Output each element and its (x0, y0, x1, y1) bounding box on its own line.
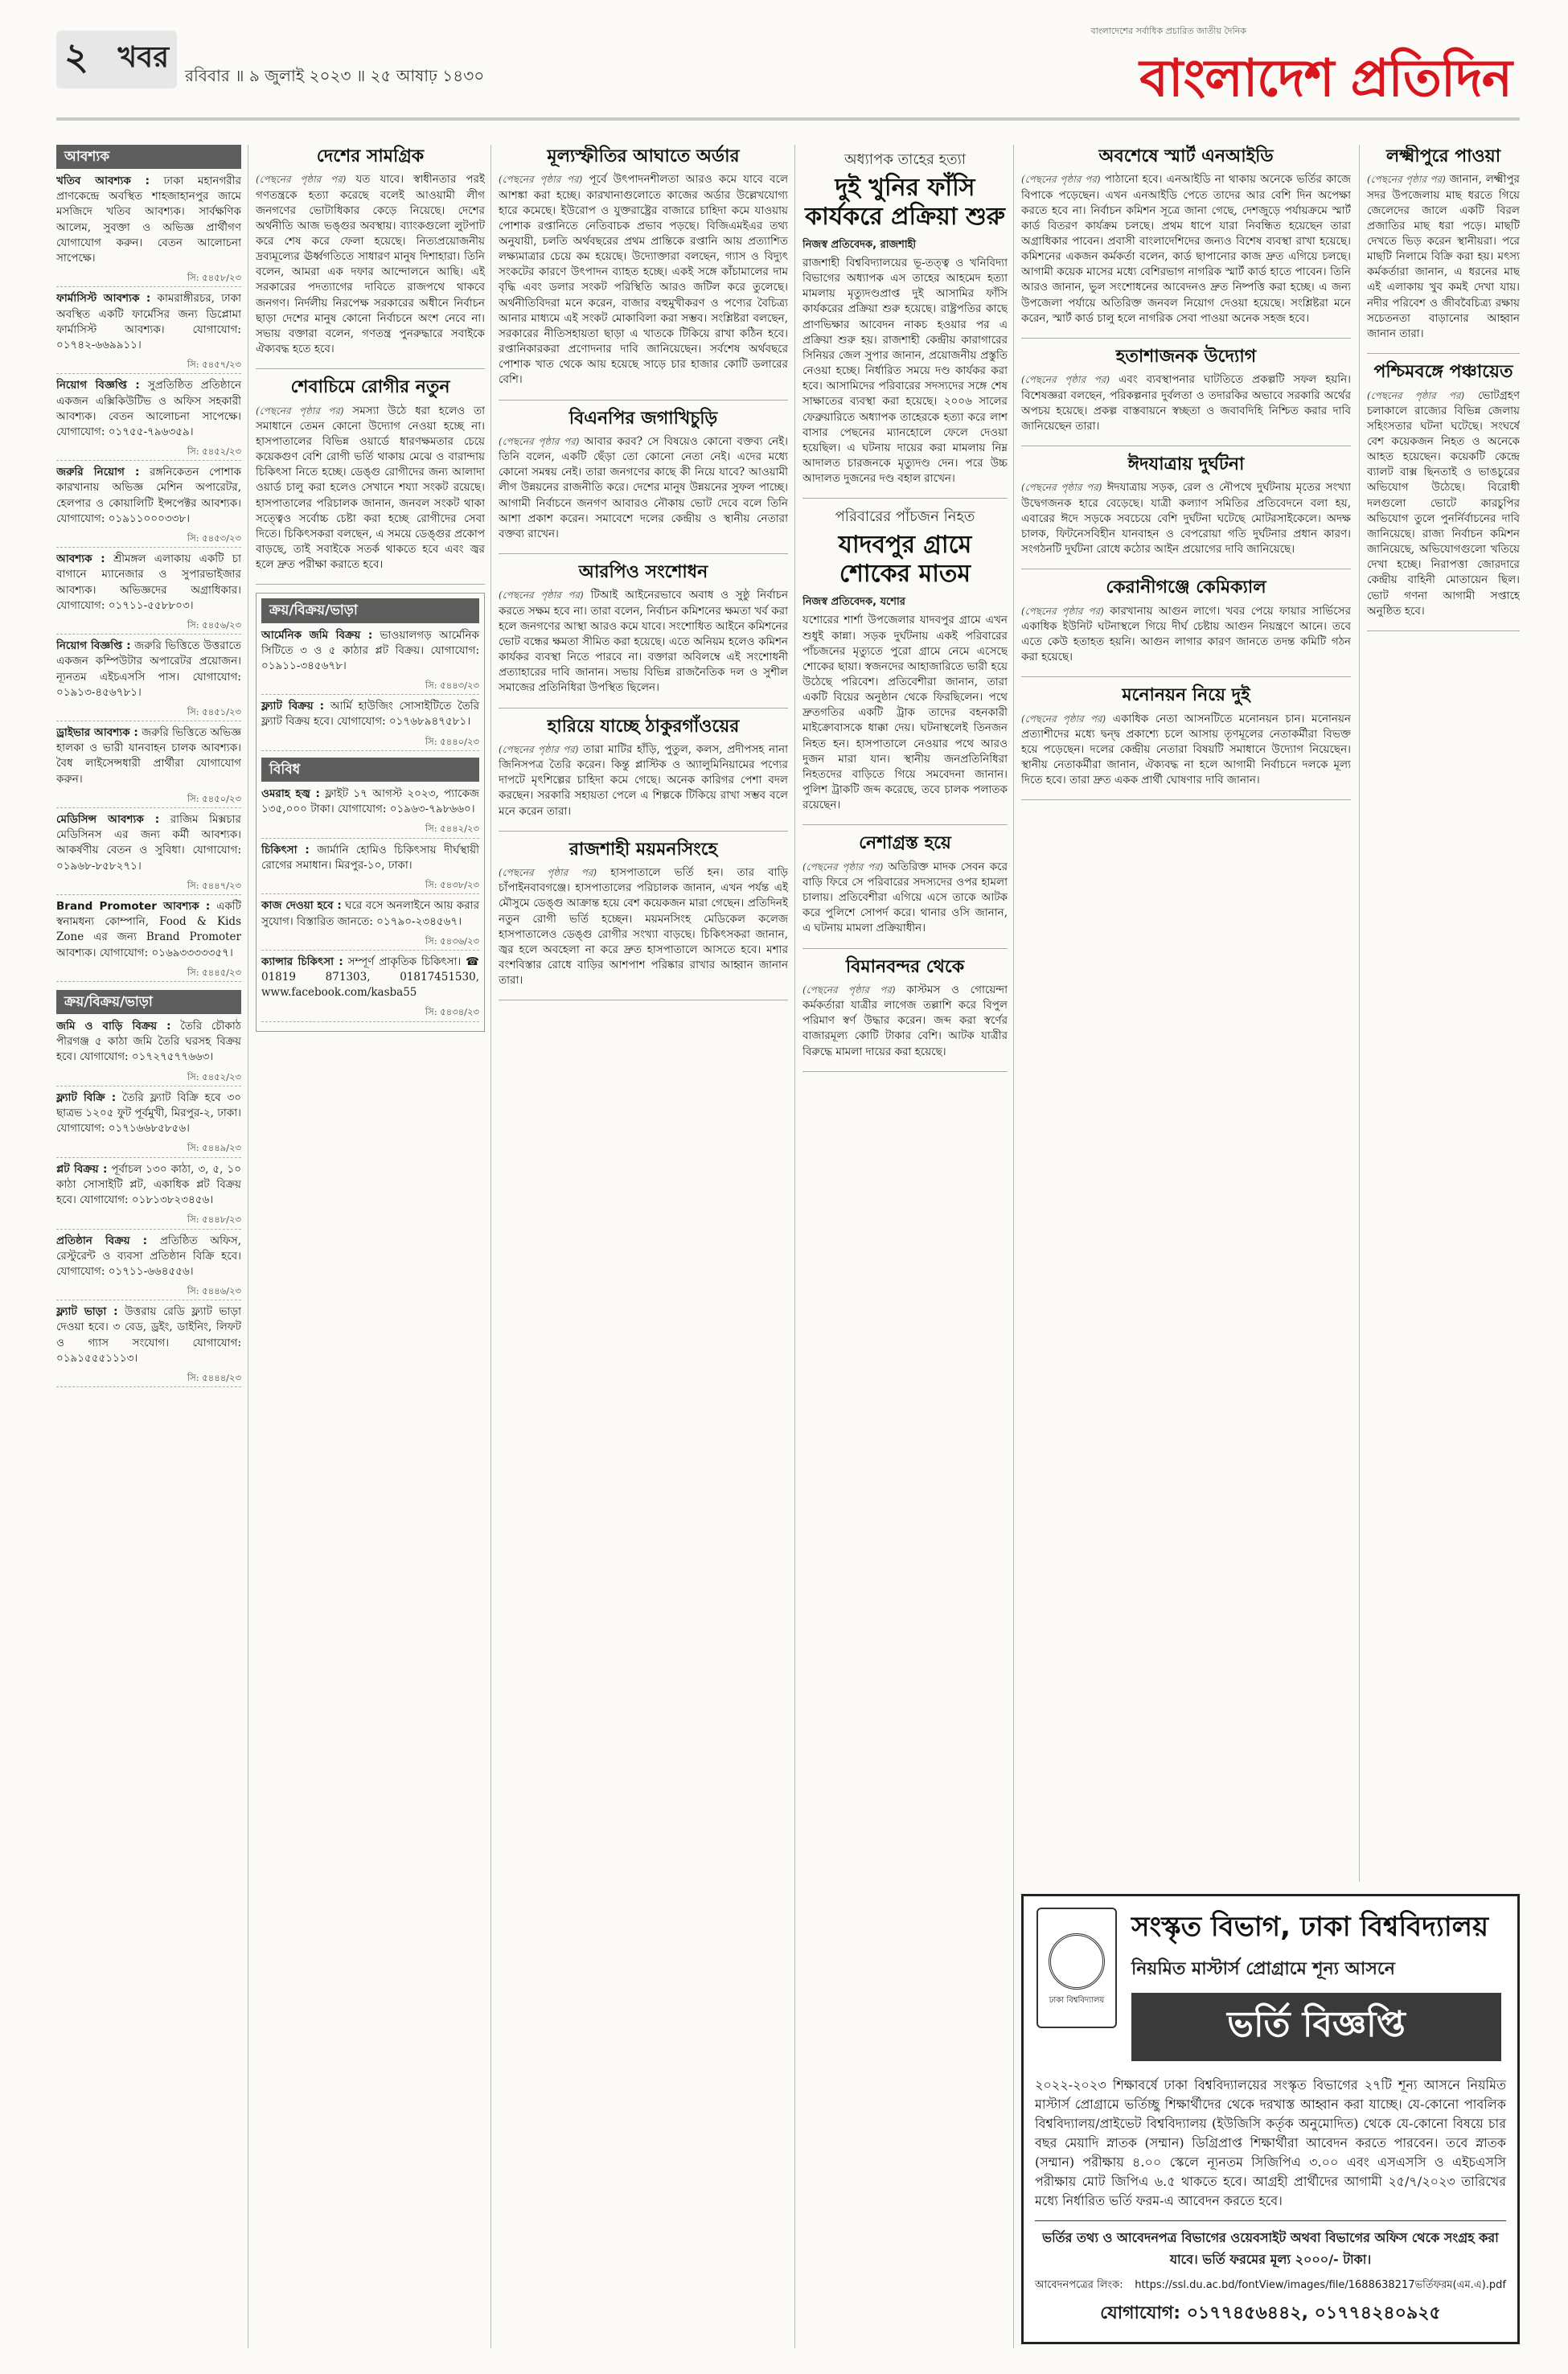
story-body: এবং ব্যবস্থাপনার ঘাটতিতে প্রকল্পটি সফল হয়নি। বিশেষজ্ঞরা বলছেন, পরিকল্পনার দুর্বলতা ও তদারকির অভাবে সরকারি অর্থের অপচয় হয়েছে। প্রকল্প বাস্তবায়নে স্বচ্ছতা ও জবাবদিহি নিশ্চিত করার দাবি জানিয়েছেন তারা। (1021, 373, 1351, 433)
story-headline: পশ্চিমবঙ্গে পঞ্চায়েত (1373, 362, 1513, 383)
story-body: সমস্যা উঠে ধরা হলেও তা সমাধানে তেমন কোনো উদ্যোগ নেওয়া হচ্ছে না। হাসপাতালের বিভিন্ন ওয়ার্ডে ধারণক্ষমতার চেয়ে কয়েকগুণ বেশি রোগী ভর্তি থাকায় মেঝে ও বারান্দায় চিকিৎসা নিতে হচ্ছে। ডেঙ্গু রোগীদের জন্য আলাদা ওয়ার্ড চালু করা হলেও সেখানে শয্যা সংকট রয়েছে। হাসপাতালের পরিচালক জানান, জনবল সংকট থাকা সত্ত্বেও সর্বোচ্চ চেষ্টা করা হচ্ছে রোগীদের সেবা দিতে। চিকিৎসকরা বলছেন, এ সময়ে ডেঙ্গুর প্রকোপ বাড়ছে, তাই সবাইকে সতর্ক থাকতে হবে এবং জ্বর হলে দ্রুত পরীক্ষা করাতে হবে। (256, 404, 485, 572)
ad-title: প্রতিষ্ঠান বিক্রয় : (56, 1234, 148, 1247)
sales-list (56, 1019, 241, 1387)
classified-ad (261, 699, 479, 751)
ad-code: সি: ৫৪৫৮/২৩ (56, 271, 241, 287)
ad-text: রাজিম মিক্সচার মেডিসিনস এর জন্য কর্মী আবশ্যক। আকর্ষণীয় বেতন ও সুবিধা। যোগাযোগ: ০১৯৬৮-৮৫৮২৭১। (56, 813, 241, 873)
ad-title: আবশ্যক : (56, 552, 105, 566)
classified-ad (56, 465, 241, 548)
mid-sales-head: ক্রয়/বিক্রয়/ভাড়া (261, 598, 479, 622)
column-3 (499, 145, 788, 2348)
column-2 (256, 145, 485, 2348)
ad-title: চিকিৎসা : (261, 843, 310, 856)
ad-title: Brand Promoter আবশ্যক : (56, 900, 211, 914)
classified-ad (56, 899, 241, 982)
continued-label: (পেছনের পৃষ্ঠার পর) (499, 589, 584, 602)
story-headline: দুই খুনির ফাঁসি কার্যকরে প্রক্রিয়া শুরু (805, 173, 1005, 231)
seal-label: ঢাকা বিশ্ববিদ্যালয় (1049, 1995, 1105, 2005)
story-headline: মনোনয়ন নিয়ে দুই (1122, 685, 1250, 706)
section-name: খবর (117, 41, 169, 74)
ad-title: নিয়োগ বিজ্ঞপ্তি : (56, 639, 131, 653)
continued-label: (পেছনের পৃষ্ঠার পর) (1021, 174, 1101, 186)
column-divider (794, 145, 795, 2348)
story-body: তারা মাটির হাঁড়ি, পুতুল, কলস, প্রদীপসহ নানা জিনিসপত্র তৈরি করেন। কিন্তু প্লাস্টিক ও অ্যালুমিনিয়ামের পণ্যের দাপটে মৃৎশিল্পের চাহিদা কমে গেছে। অনেক কারিগর পেশা বদল করছেন। সরকারি সহায়তা পেলে এ শিল্পকে টিকিয়ে রাখা সম্ভব বলে মনে করেন তারা। (499, 742, 788, 818)
continued-label: (পেছনের পৃষ্ঠার পর) (1021, 374, 1110, 386)
story-body: আবার করব? সে বিষয়েও কোনো বক্তব্য নেই। তিনি বলেন, একটি ছেঁড়া তো কোনো নেতা নেই। এদের মধ্যে কোনো সমন্বয় নেই। তারা জনগণের কাছে কী নিয়ে যাবে? আওয়ামী লীগ উন্নয়নের রাজনীতি করে। দেশের মানুষ উন্নয়নের সুফল পাচ্ছে। আগামী নির্বাচনে জনগণ আবারও নৌকায় ভোট দেবে বলে তিনি আশা প্রকাশ করেন। সমাবেশে দলের কেন্দ্রীয় ও স্থানীয় নেতারা বক্তব্য রাখেন। (499, 434, 788, 540)
classified-ad (261, 787, 479, 839)
brand-name: বাংলাদেশ প্রতিদিন (1139, 49, 1512, 109)
story-headline: হারিয়ে যাচ্ছে ঠাকুরগাঁওয়ের (547, 716, 740, 737)
story-body: যশোরের শার্শা উপজেলার যাদবপুর গ্রামে এখন শুধুই কান্না। সড়ক দুর্ঘটনায় একই পরিবারের পাঁচজনের মৃত্যুতে পুরো গ্রামে নেমে এসেছে শোকের ছায়া। স্বজনদের আহাজারিতে ভারী হয়ে উঠেছে পরিবেশ। প্রতিবেশীরা জানান, তারা একটি বিয়ের অনুষ্ঠান থেকে ফিরছিলেন। পথে দ্রুতগতির একটি ট্রাক তাদের বহনকারী মাইক্রোবাসকে ধাক্কা দেয়। ঘটনাস্থলেই তিনজন নিহত হন। হাসপাতালে নেওয়ার পথে আরও দুজন মারা যান। স্থানীয় জনপ্রতিনিধিরা নিহতদের বাড়িতে গিয়ে সমবেদনা জানান। পুলিশ ট্রাকটি জব্দ করেছে, তবে চালক পলাতক রয়েছেন। (802, 614, 1008, 812)
column-5 (1021, 145, 1351, 1882)
story-headline: মূল্যস্ফীতির আঘাতে অর্ডার (547, 146, 740, 166)
story-18 (1367, 362, 1520, 631)
story-body: একাধিক নেতা আসনটিতে মনোনয়ন চান। মনোনয়ন প্রত্যাশীদের মধ্যে দ্বন্দ্ব প্রকাশ্যে চলে আসায় তৃণমূলের নেতাকর্মীরা বিভক্ত হয়ে পড়েছেন। দলের কেন্দ্রীয় নেতারা বিষয়টি সমাধানে উদ্যোগ নিয়েছেন। স্থানীয় নেতাকর্মীরা জানান, ঐক্যবদ্ধ না হলে আগামী নির্বাচনে দলকে মূল্য দিতে হবে। তারা দ্রুত একক প্রার্থী ঘোষণার দাবি জানান। (1021, 712, 1351, 787)
ad-code: সি: ৫৪৫৬/২৩ (56, 618, 241, 635)
ad-code: সি: ৫৪৪০/২৩ (261, 735, 479, 751)
column-6 (1367, 145, 1520, 1882)
ad-title: ফ্ল্যাট বিক্রয় : (261, 700, 325, 713)
ad-title: ফার্মাসিস্ট আবশ্যক : (56, 292, 151, 306)
ad-code: সি: ৫৪৪৬/২৩ (56, 1284, 241, 1300)
classified-ad (261, 898, 479, 951)
column-4 (802, 145, 1008, 2348)
page-badge (56, 31, 177, 88)
ad-text: কামরাঙ্গীরচর, ঢাকা অবস্থিত একটি ফার্মেসির জন্য ডিপ্লোমা ফার্মাসিস্ট আবশ্যক। যোগাযোগ: ০১৭৪২-৬৬৯৯১১। (56, 292, 241, 351)
story-headline: শেবাচিমে রোগীর নতুন (290, 377, 450, 398)
dateline: রবিবার ॥ ৯ জুলাই ২০২৩ ॥ ২৫ আষাঢ় ১৪৩০ (185, 66, 485, 85)
classified-ad (56, 552, 241, 635)
story-headline: দেশের সামগ্রিক (316, 146, 425, 166)
continued-label: (পেছনের পৃষ্ঠার পর) (256, 174, 347, 186)
ad-text: জরুরি ভিত্তিতে অভিজ্ঞ হালকা ও ভারী যানবাহন চালক আবশ্যক। বৈধ লাইসেন্সধারী প্রার্থীরা যোগাযোগ করুন। (56, 726, 241, 786)
classifieds-column (56, 145, 241, 2348)
mid-sales-list (261, 628, 479, 751)
ad-text: জার্মানি হোমিও চিকিৎসায় দীর্ঘস্থায়ী রোগের সমাধান। মিরপুর-১০, ঢাকা। (261, 843, 479, 872)
ad-title: জরুরি নিয়োগ : (56, 466, 140, 479)
misc-list (261, 787, 479, 1022)
ad-code: সি: ৫৪৪৭/২৩ (56, 879, 241, 895)
story-kicker: পরিবারের পাঁচজন নিহত (835, 508, 975, 526)
ad-text: জরুরি ভিত্তিতে উত্তরাতে একজন কম্পিউটার অপারেটর প্রয়োজন। ন্যূনতম এইচএসসি পাস। যোগাযোগ: ০১৯১৩-৪৫৬৭৮১। (56, 639, 241, 699)
ad-text: আর্মি হাউজিং সোসাইটিতে তৈরি ফ্ল্যাট বিক্রয় হবে। যোগাযোগ: ০১৭৬৮৯৪৭৫৮১। (261, 700, 479, 729)
ad-text: তৈরি ফ্ল্যাট বিক্রি হবে ৩০ ছাত্রভ ১২০৫ ফুট পূর্বমুখী, মিরপুর-২, ঢাকা। যোগাযোগ: ০১৭১৬৬৮৫৮৫৬। (56, 1090, 241, 1136)
jobs-section-head: আবশ্যক (56, 145, 241, 169)
story-body: রাজশাহী বিশ্ববিদ্যালয়ের ভূ-তত্ত্ব ও খনিবিদ্যা বিভাগের অধ্যাপক এস তাহের আহমেদ হত্যা মামলায় মৃত্যুদণ্ডপ্রাপ্ত দুই আসামির ফাঁসি কার্যকরের প্রক্রিয়া শুরু হয়েছে। রাষ্ট্রপতির কাছে প্রাণভিক্ষার আবেদন নাকচ হওয়ার পর এ প্রক্রিয়া শুরু হয়। রাজশাহী কেন্দ্রীয় কারাগারের সিনিয়র জেল সুপার জানান, প্রয়োজনীয় প্রস্তুতি নেওয়া হচ্ছে। নির্ধারিত সময়ে দণ্ড কার্যকর করা হবে। আসামিদের পরিবারের সদস্যদের সঙ্গে শেষ সাক্ষাতের ব্যবস্থা করা হয়েছে। ২০০৬ সালের ফেব্রুয়ারিতে অধ্যাপক তাহেরকে হত্যা করে লাশ বাসার পেছনের ম্যানহোলে ফেলে দেওয়া হয়েছিল। এ ঘটনায় দায়ের করা মামলায় নিম্ন আদালত চারজনকে মৃত্যুদণ্ড দেন। পরে উচ্চ আদালত দুজনের দণ্ড বহাল রাখেন। (802, 257, 1008, 486)
brand-tagline: বাংলাদেশের সর্বাধিক প্রচারিত জাতীয় দৈনিক (1090, 26, 1246, 36)
story-body: হাসপাতালে ভর্তি হন। তার বাড়ি চাঁপাইনবাবগঞ্জে। হাসপাতালের পরিচালক জানান, এখন পর্যন্ত এই মৌসুমে ডেঙ্গু আক্রান্ত হয়ে বেশ কয়েকজন মারা গেছেন। প্রতিদিনই নতুন রোগী ভর্তি হচ্ছেন। ময়মনসিংহ মেডিকেল কলেজ হাসপাতালেও ডেঙ্গু রোগীর সংখ্যা বাড়ছে। চিকিৎসকরা জানান, জ্বর হলে অবহেলা না করে দ্রুত হাসপাতালে আসতে হবে। মশার বংশবিস্তার রোধে বাড়ির আশপাশ পরিষ্কার রাখার আহ্বান জানান তারা। (499, 866, 788, 988)
classified-ad (56, 174, 241, 287)
story-15 (1021, 577, 1351, 677)
continued-label: (পেছনের পৃষ্ঠার পর) (1021, 713, 1106, 725)
ad-title: মেডিসিন্স আবশ্যক : (56, 813, 160, 827)
ad-text: তৈরি চৌকাঠ পীরগঞ্জ ৫ কাঠা জমি তৈরি ঘরসহ বিক্রয় হবে। যোগাযোগ: ০১৭২৭৫৭৭৬৬৩। (56, 1020, 241, 1064)
story-6 (499, 717, 788, 832)
classified-ad (56, 639, 241, 721)
classified-ad (56, 1304, 241, 1387)
continued-label: (পেছনের পৃষ্ঠার পর) (1021, 605, 1104, 617)
ad-phone: যোগাযোগ: ০১৭৭৪৫৬৪৪২, ০১৭৭৪২৪০৯২৫ (1100, 2303, 1441, 2323)
ad-title: ক্যান্সার চিকিৎসা : (261, 955, 343, 968)
story-body: যত যাবে। স্বাধীনতার পরই গণতন্ত্রকে হত্যা করেছে বলেই আওয়ামী লীগ জনগণের ভোটাধিকার কেড়ে নিয়েছে। দেশের অর্থনীতি আজ ভঙ্গুর অবস্থায়। ব্যাংকগুলো লুটপাট করে শেষ করে ফেলা হয়েছে। নিত্যপ্রয়োজনীয় দ্রব্যমূল্যের ঊর্ধ্বগতিতে সাধারণ মানুষ দিশাহারা। তিনি বলেন, আমরা এক দফার আন্দোলনে আছি। এই সরকারের পদত্যাগের দাবিতে রাজপথে থাকবে জনগণ। নির্দলীয় নিরপেক্ষ সরকারের অধীনে নির্বাচন ছাড়া দেশের মানুষ কোনো নির্বাচনে অংশ নেবে না। সভায় বক্তারা বলেন, গণতন্ত্র পুনরুদ্ধারে সবাইকে ঐক্যবদ্ধ হতে হবে। (256, 173, 485, 356)
ad-code: সি: ৫৪৫১/২৩ (56, 705, 241, 721)
ad-text: ঢাকা মহানগরীর প্রাণকেন্দ্রে অবস্থিত শাহজাহানপুর জামে মসজিদে খতিব আবশ্যক। সার্বক্ষণিক আলেম, সুবক্তা ও অভিজ্ঞ প্রার্থীগণ যোগাযোগ করুন। বেতন আলোচনা সাপেক্ষে। (56, 175, 241, 265)
story-headline: বিএনপির জগাখিচুড়ি (569, 408, 718, 429)
ad-code: সি: ৫৪৪৪/২৩ (56, 1371, 241, 1387)
ad-code: সি: ৫৪৪৫/২৩ (56, 966, 241, 982)
admission-advertisement (1021, 1894, 1520, 2344)
story-13 (1021, 347, 1351, 446)
story-11 (802, 957, 1008, 1072)
continued-label: (পেছনের পৃষ্ঠার পর) (499, 743, 579, 755)
classified-ad (56, 725, 241, 808)
story-headline: ঈদযাত্রায় দুর্ঘটনা (1127, 454, 1245, 474)
ad-link-label: আবেদনপত্রের লিংক: (1035, 2279, 1123, 2291)
classified-ad (56, 1019, 241, 1086)
ad-text: প্রতিষ্ঠিত অফিস, রেস্টুরেন্ট ও ব্যবসা প্রতিষ্ঠান বিক্রি হবে। যোগাযোগ: ০১৭১১-৬৬৪৫৫৬। (56, 1234, 241, 1278)
story-2 (256, 377, 485, 585)
ad-code: সি: ৫৪৫২/২৩ (56, 445, 241, 461)
ad-program: নিয়মিত মাস্টার্স প্রোগ্রামে শূন্য আসনে (1131, 1959, 1395, 1979)
ad-code: সি: ৫৪৪৯/২৩ (56, 1141, 241, 1157)
story-body: টিআই আইনেরভাবে অবাধ ও সুষ্ঠু নির্বাচন করতে সক্ষম হবে না। তারা বলেন, নির্বাচন কমিশনের ক্ষমতা খর্ব করা হলে জনগণের আস্থা আরও কমে যাবে। সংশোধিত আইনে কমিশনের ভোট বন্ধের ক্ষমতা সীমিত করা হয়েছে। এতে অনিয়ম হলেও কমিশন কার্যকর ব্যবস্থা নিতে পারবে না। বক্তারা অবিলম্বে এই সংশোধনী প্রত্যাহারের দাবি জানান। সভায় বিভিন্ন রাজনৈতিক দল ও সুশীল সমাজের প্রতিনিধিরা উপস্থিত ছিলেন। (499, 589, 788, 695)
story-5 (499, 562, 788, 708)
classified-ad (261, 843, 479, 895)
story-4 (499, 409, 788, 554)
ad-title: ফ্ল্যাট বিক্রি : (56, 1090, 117, 1104)
ad-text: শ্রীমঙ্গল এলাকায় একটি চা বাগানে ম্যানেজার ও সুপারভাইজার আবশ্যক। অভিজ্ঞদের অগ্রাধিকার। যোগাযোগ: ০১৭১১-৫৫৮৮০৩। (56, 552, 241, 612)
story-headline: অবশেষে স্মার্ট এনআইডি (1098, 146, 1274, 166)
ad-text: পূর্বাচল ১৩০ কাঠা, ৩, ৫, ১০ কাঠা সোসাইটি প্লট, একাধিক প্লট বিক্রয় হবে। যোগাযোগ: ০১৮১৩৮২৩৪৫৬। (56, 1162, 241, 1207)
ad-text: সুপ্রতিষ্ঠিত প্রতিষ্ঠানে একজন এক্সিকিউটিভ ও অফিস সহকারী আবশ্যক। বেতন আলোচনা সাপেক্ষে। যোগাযোগ: ০১৭৫৫-৭৯৬৩৫৯। (56, 379, 241, 438)
classified-ad (56, 1234, 241, 1301)
seal-ring (1049, 1933, 1105, 1990)
ad-body: ২০২২-২০২৩ শিক্ষাবর্ষে ঢাকা বিশ্ববিদ্যালয়ের সংস্কৃত বিভাগের ২৭টি শূন্য আসনে নিয়মিত মাস্টার্স প্রোগ্রামে ভর্তিচ্ছু শিক্ষার্থীদের থেকে দরখাস্ত আহ্বান করা যাচ্ছে। যে-কোনো পাবলিক বিশ্ববিদ্যালয়/প্রাইভেট বিশ্ববিদ্যালয় (ইউজিসি কর্তৃক অনুমোদিত) থেকে যে-কোনো বিষয়ে চার বছর মেয়াদি স্নাতক (সম্মান) ডিগ্রিপ্রাপ্ত শিক্ষার্থীরা আবেদন করতে পারবেন। তবে স্নাতক (সম্মান) পরীক্ষায় ৪.০০ স্কেলে ন্যূনতম সিজিপিএ ৩.০০ এবং এসএসসি ও এইচএসসি পরীক্ষায় মোট জিপিএ ৬.৫ থাকতে হবে। আগ্রহী প্রার্থীদের আগামী ২৫/৭/২০২৩ তারিখের মধ্যে নির্ধারিত ভর্তি ফরম-এ আবেদন করতে হবে। (1035, 2077, 1506, 2208)
continued-label: (পেছনের পৃষ্ঠার পর) (1367, 174, 1446, 186)
classified-ad (56, 812, 241, 895)
ad-code: সি: ৫৪৪৩/২৩ (261, 679, 479, 695)
classified-ad (56, 1090, 241, 1158)
story-body: কারখানায় আগুন লাগে। খবর পেয়ে ফায়ার সার্ভিসের একাধিক ইউনিট ঘটনাস্থলে গিয়ে দীর্ঘ চেষ্টায় আগুন নিয়ন্ত্রণে আনে। তবে এতে কেউ হতাহত হয়নি। আগুন লাগার কারণ জানতে তদন্ত কমিটি গঠন করা হয়েছে। (1021, 604, 1351, 663)
story-headline: লক্ষ্মীপুরে পাওয়া (1385, 146, 1501, 166)
story-headline: রাজশাহী ময়মনসিংহে (569, 839, 718, 860)
story-headline: বিমানবন্দর থেকে (845, 956, 965, 977)
ad-title: ভর্তি বিজ্ঞপ্তি (1131, 1993, 1501, 2061)
story-body: জানান, লক্ষ্মীপুর সদর উপজেলায় মাছ ধরতে গিয়ে জেলেদের জালে একটি বিরল প্রজাতির মাছ ধরা পড়ে। মাছটি দেখতে ভিড় করেন স্থানীয়রা। পরে মাছটি নিলামে বিক্রি করা হয়। মৎস্য কর্মকর্তারা জানান, এ ধরনের মাছ এই এলাকায় খুব কমই দেখা যায়। নদীর পরিবেশ ও জীববৈচিত্র্য রক্ষায় সচেতনতা বাড়ানোর আহ্বান জানান তারা। (1367, 173, 1520, 340)
story-body: ভোটগ্রহণ চলাকালে রাজ্যের বিভিন্ন জেলায় সহিংসতার ঘটনা ঘটেছে। সংঘর্ষে বেশ কয়েকজন নিহত ও অনেকে আহত হয়েছেন। কয়েকটি কেন্দ্রে ব্যালট বাক্স ছিনতাই ও ভাঙচুরের অভিযোগ উঠেছে। বিরোধী দলগুলো ভোটে কারচুপির অভিযোগ তুলে পুনর্নির্বাচনের দাবি জানিয়েছে। রাজ্য নির্বাচন কমিশন জানিয়েছে, অভিযোগগুলো খতিয়ে দেখা হচ্ছে। নিরাপত্তা জোরদারে কেন্দ্রীয় বাহিনী মোতায়েন ছিল। ভোট গণনা আগামী সপ্তাহে অনুষ্ঠিত হবে। (1367, 388, 1520, 618)
classified-ad (56, 378, 241, 461)
ad-code: সি: ৫৪৪২/২৩ (261, 822, 479, 838)
column-divider (1359, 145, 1360, 1882)
story-3 (499, 146, 788, 400)
story-16 (1021, 685, 1351, 800)
ad-title: ফ্ল্যাট ভাড়া : (56, 1305, 118, 1319)
continued-label: (পেছনের পৃষ্ঠার পর) (256, 405, 344, 417)
ad-title: নিয়োগ বিজ্ঞপ্তি : (56, 379, 140, 392)
ad-code: সি: ৫৪৩৬/২৩ (261, 934, 479, 951)
classified-ad (261, 628, 479, 696)
mid-classifieds (256, 593, 485, 1031)
story-17 (1367, 146, 1520, 354)
story-headline: হতাশাজনক উদ্যোগ (1115, 346, 1257, 367)
ad-text: একটি স্বনামধন্য কোম্পানি, Food & Kids Zone এর জন্য Brand Promoter আবশ্যক। যোগাযোগ: ০১৬৯৩৩৩৩৩৫৭। (56, 900, 241, 959)
story-kicker: অধ্যাপক তাহের হত্যা (844, 151, 967, 168)
story-headline: নেশাগ্রস্ত হয়ে (859, 833, 951, 854)
story-byline: নিজস্ব প্রতিবেদক, রাজশাহী (802, 238, 917, 251)
ad-department: সংস্কৃত বিভাগ, ঢাকা বিশ্ববিদ্যালয় (1131, 1911, 1489, 1943)
ad-title: আর্মেনিক জমি বিক্রয় : (261, 628, 373, 642)
ad-code: সি: ৫৪৫০/২৩ (56, 792, 241, 808)
story-headline: যাদবপুর গ্রামে শোকের মাতম (838, 530, 972, 588)
ad-title: প্লট বিক্রয় : (56, 1162, 108, 1176)
continued-label: (পেছনের পৃষ্ঠার পর) (1367, 389, 1465, 401)
ad-text: রঙ্গনিকেতন পোশাক কারখানায় অভিজ্ঞ মেশিন অপারেটর, হেলপার ও কোয়ালিটি ইন্সপেক্টর আবশ্যক। যোগাযোগ: ০১৯১১০০০৩৩৮। (56, 466, 241, 525)
story-body: কাস্টমস ও গোয়েন্দা কর্মকর্তারা যাত্রীর লাগেজ তল্লাশি করে বিপুল পরিমাণ স্বর্ণ উদ্ধার করেন। জব্দ করা স্বর্ণের বাজারমূল্য কোটি টাকার বেশি। আটক যাত্রীর বিরুদ্ধে মামলা দায়ের করা হয়েছে। (802, 983, 1008, 1058)
continued-label: (পেছনের পৃষ্ঠার পর) (499, 867, 597, 879)
ad-text: সম্পূর্ণ প্রাকৃতিক চিকিৎসা। ☎ 01819 871303, 01817451530, www.facebook.com/kasba55 (261, 955, 479, 1000)
ad-code: সি: ৫৪৩৪/২৩ (261, 1005, 479, 1021)
masthead (56, 24, 1520, 145)
story-body: পাঠানো হবে। এনআইডি না থাকায় অনেকে ভর্তির কাজে বিপাকে পড়েছেন। এখন এনআইডি পেতে তাদের আর বেশি দিন অপেক্ষা করতে হবে না। নির্বাচন কমিশন সূত্রে জানা গেছে, দেশজুড়ে পর্যায়ক্রমে স্মার্ট কার্ড বিতরণ কার্যক্রম চলছে। প্রথম ধাপে যারা নিবন্ধিত হয়েছেন তারা অগ্রাধিকার পাবেন। প্রবাসী বাংলাদেশিদের জন্যও বিশেষ ব্যবস্থা রাখা হয়েছে। কমিশনের একজন কর্মকর্তা বলেন, কার্ড ছাপানোর কাজ দ্রুত এগিয়ে চলছে। আগামী কয়েক মাসের মধ্যে বেশিরভাগ নাগরিক স্মার্ট কার্ড হাতে পাবেন। তিনি আরও জানান, ভুল সংশোধনের আবেদনও দ্রুত নিষ্পত্তি করা হচ্ছে। এ জন্য উপজেলা পর্যায়ে অতিরিক্ত জনবল নিয়োগ দেওয়া হয়েছে। সংশ্লিষ্টরা মনে করেন, স্মার্ট কার্ড চালু হলে নাগরিক সেবা পাওয়া অনেক সহজ হবে। (1021, 173, 1351, 325)
ad-link[interactable]: https://ssl.du.ac.bd/fontView/images/file/1688638217ভর্তিফরম(এম.এ).pdf (1135, 2279, 1506, 2291)
header-divider (56, 117, 1520, 121)
ad-title: কাজ দেওয়া হবে : (261, 899, 342, 913)
story-9 (802, 507, 1008, 825)
continued-label: (পেছনের পৃষ্ঠার পর) (499, 174, 583, 186)
story-12 (1021, 146, 1351, 339)
ad-text: ফ্লাইট ১৭ আগস্ট ২০২৩, প্যাকেজ ১৩৫,০০০ টাকা। যোগাযোগ: ০১৯৬৩-৭৯৮৬৬০। (261, 787, 479, 816)
story-1 (256, 146, 485, 369)
continued-label: (পেছনের পৃষ্ঠার পর) (802, 984, 896, 996)
classified-ad (56, 1162, 241, 1230)
misc-head: বিবিধ (261, 758, 479, 782)
page-number: ২ (64, 35, 88, 78)
story-body: অতিরিক্ত মাদক সেবন করে বাড়ি ফিরে সে পরিবারের সদস্যদের ওপর হামলা চালায়। প্রতিবেশীরা এগিয়ে এসে তাকে আটক করে পুলিশে সোপর্দ করে। থানার ওসি জানান, এ ঘটনায় মামলা প্রক্রিয়াধীন। (802, 860, 1008, 935)
ad-title: ওমরাহ হজ্ব : (261, 787, 320, 801)
classified-ad (56, 291, 241, 374)
story-7 (499, 840, 788, 1001)
story-10 (802, 833, 1008, 948)
ad-text: ঘরে বসে অনলাইনে আয় করার সুযোগ। বিস্তারিত জানতে: ০১৭৯০-২৩৪৫৬৭। (261, 899, 479, 928)
continued-label: (পেছনের পৃষ্ঠার পর) (1021, 482, 1102, 494)
classified-ad (261, 955, 479, 1022)
ad-code: সি: ৫৪৫২/২৩ (56, 1070, 241, 1086)
ad-title: খতিব আবশ্যক : (56, 175, 150, 188)
story-headline: আরপিও সংশোধন (578, 562, 708, 583)
story-byline: নিজস্ব প্রতিবেদক, যশোর (802, 595, 905, 608)
story-14 (1021, 454, 1351, 569)
ad-title: জমি ও বাড়ি বিক্রয় : (56, 1020, 171, 1033)
story-headline: কেরানীগঞ্জে কেমিক্যাল (1106, 577, 1266, 598)
ad-footer: ভর্তির তথ্য ও আবেদনপত্র বিভাগের ওয়েবসাইট অথবা বিভাগের অফিস থেকে সংগ্রহ করা যাবে। ভর্তি ফরমের মূল্য ২০০০/- টাকা। (1035, 2220, 1506, 2271)
ad-title: ড্রাইভার আবশ্যক : (56, 726, 138, 740)
ad-text: উত্তরায় রেডি ফ্ল্যাট ভাড়া দেওয়া হবে। ৩ বেড, ড্রইং, ডাইনিং, লিফট ও গ্যাস সংযোগ। যোগাযোগ: ০১৯১৫৫৫১১১৩। (56, 1305, 241, 1365)
continued-label: (পেছনের পৃষ্ঠার পর) (802, 860, 884, 873)
university-seal-icon (1036, 1908, 1117, 2028)
ad-code: সি: ৫৪৪৮/২৩ (56, 1213, 241, 1229)
ad-code: সি: ৫৪৫৭/২৩ (56, 358, 241, 374)
ad-code: সি: ৫৪৫৩/২৩ (56, 532, 241, 548)
jobs-list (56, 174, 241, 982)
story-body: পূর্বে উৎপাদনশীলতা আরও কমে যাবে বলে আশঙ্কা করা হচ্ছে। কারখানাগুলোতে কাজের অর্ডার উল্লেখযোগ্য হারে কমেছে। ইউরোপ ও যুক্তরাষ্ট্রের বাজারে চাহিদা কমে যাওয়ায় পোশাক রপ্তানিতে নেতিবাচক প্রভাব পড়ছে। বিজিএমইএর তথ্য অনুযায়ী, চলতি অর্থবছরের প্রথম প্রান্তিকে রপ্তানি আয় প্রত্যাশিত লক্ষ্যমাত্রার চেয়ে কম হয়েছে। উদ্যোক্তারা বলছেন, গ্যাস ও বিদ্যুৎ সংকটের কারণে উৎপাদন ব্যাহত হচ্ছে। একই সঙ্গে কাঁচামালের দাম বৃদ্ধি এবং ডলার সংকট পরিস্থিতি আরও জটিল করে তুলেছে। অর্থনীতিবিদরা মনে করেন, বাজার বহুমুখীকরণ ও পণ্যের বৈচিত্র্য আনার মাধ্যমে এই সংকট মোকাবিলা করা সম্ভব। সংশ্লিষ্টরা বলছেন, সরকারের নীতিসহায়তা ছাড়া এ খাতকে টিকিয়ে রাখা কঠিন হবে। রপ্তানিকারকরা প্রণোদনার দাবি জানিয়েছেন। সর্বশেষ অর্থবছরে পোশাক খাত থেকে আয় হয়েছে সাড়ে চার হাজার কোটি ডলারের বেশি। (499, 173, 788, 387)
brand-logo (1061, 24, 1512, 121)
ad-code: সি: ৫৪৩৮/২৩ (261, 878, 479, 894)
ad-link-row (1035, 2277, 1506, 2294)
ad-text: ভাওয়ালগড় আর্মেনিক সিটিতে ৩ ও ৫ কাঠার প্লট বিক্রয়। যোগাযোগ: ০১৯১১-৩৪৫৬৭৮। (261, 628, 479, 672)
story-8 (802, 150, 1008, 499)
column-divider (1013, 145, 1014, 2348)
sales-section-head: ক্রয়/বিক্রয়/ভাড়া (56, 990, 241, 1014)
continued-label: (পেছনের পৃষ্ঠার পর) (499, 435, 580, 447)
story-body: ঈদযাত্রায় সড়ক, রেল ও নৌপথে দুর্ঘটনায় মৃতের সংখ্যা উদ্বেগজনক হারে বেড়েছে। যাত্রী কল্যাণ সমিতির প্রতিবেদনে বলা হয়, এবারের ঈদে সড়কে সবচেয়ে বেশি দুর্ঘটনা ঘটেছে মোটরসাইকেলে। অদক্ষ চালক, ফিটনেসবিহীন যানবাহন ও বেপরোয়া গতি দুর্ঘটনার প্রধান কারণ। সংগঠনটি দুর্ঘটনা রোধে কঠোর আইন প্রয়োগের দাবি জানিয়েছে। (1021, 481, 1351, 556)
